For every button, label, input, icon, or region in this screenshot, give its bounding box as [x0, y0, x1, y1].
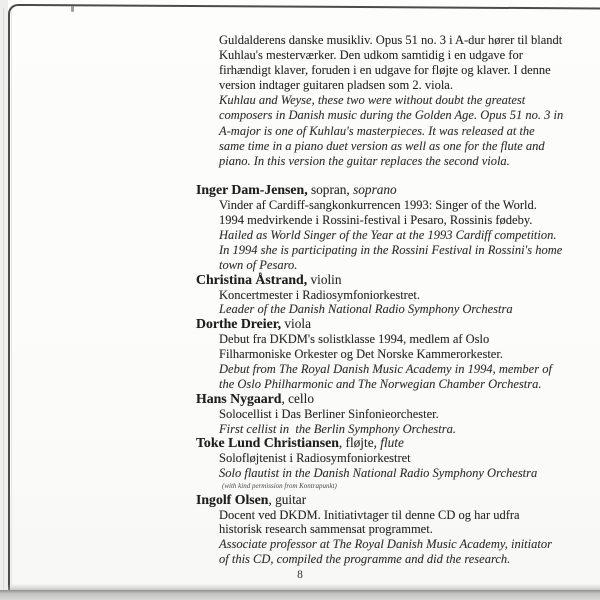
- performer-name: Dorthe Dreier,: [196, 316, 282, 332]
- page-number: 8: [297, 569, 303, 581]
- text-line: Debut from The Royal Danish Music Academy in 1994, member of: [219, 362, 552, 377]
- text-line: historisk research sammensat programmet.: [219, 522, 433, 537]
- performer-section: [196, 183, 596, 272]
- page-edge-faint-line: [3, 8, 4, 592]
- page-inner-shadow-line: [11, 12, 12, 586]
- text-line: Kuhlau's mesterværker. Den udkom samtidig i en udgave for: [219, 48, 523, 63]
- text-line: 1994 medvirkende i Rossini-festival i Pesaro, Rossinis fødeby.: [219, 213, 533, 228]
- text-line: Vinder af Cardiff-sangkonkurrencen 1993: Singer of the World.: [219, 198, 537, 213]
- text-line: composers in Danish music during the Golden Age. Opus 51 no. 3 in: [219, 108, 564, 123]
- text-line: Koncertmester i Radiosymfoniorkestret.: [219, 287, 420, 302]
- text-line: Filharmoniske Orkester og Det Norske Kammerorkester.: [219, 347, 503, 362]
- performer-heading: [196, 493, 596, 508]
- text-line: In 1994 she is participating in the Rossini Festival in Rossini's home: [219, 242, 563, 257]
- text-line: Solo flautist in the Danish National Radio Symphony Orchestra: [219, 466, 538, 481]
- performer-heading: [196, 183, 596, 198]
- performer-role: , guitar: [268, 491, 307, 507]
- scan-artifact-tick: [71, 6, 74, 12]
- performer-heading: [196, 273, 596, 288]
- text-line: Solocellist i Das Berliner Sinfonieorchester.: [219, 406, 439, 421]
- performer-section: [196, 493, 596, 567]
- text-line: Kuhlau and Weyse, these two were without doubt the greatest: [219, 93, 526, 108]
- text-line: Docent ved DKDM. Initiativtager til denne CD og har udfra: [219, 507, 520, 522]
- performer-heading: [196, 392, 596, 407]
- text-line: Solofløjtenist i Radiosymfoniorkestret: [219, 451, 411, 466]
- text-line: same time in a piano duet version as well as one for the flute and: [219, 138, 545, 153]
- text-line: Leader of the Danish National Radio Symphony Orchestra: [219, 302, 513, 317]
- scan-margin-bottom: [0, 590, 600, 600]
- page-content: [196, 33, 596, 567]
- text-line: piano. In this version the guitar replaces the second viola.: [219, 153, 510, 168]
- performer-role-translation: flute: [380, 435, 404, 451]
- performer-name: Inger Dam-Jensen,: [196, 182, 308, 198]
- performer-section: [196, 317, 596, 391]
- scan-margin-left: [0, 0, 8, 600]
- text-line: of this CD, compiled the programme and did the research.: [219, 552, 511, 567]
- text-line: version indtager guitaren pladsen som 2. viola.: [219, 78, 453, 93]
- page-left-edge: [8, 24, 10, 596]
- performers-list: [196, 183, 596, 567]
- text-line: Hailed as World Singer of the Year at the 1993 Cardiff competition.: [219, 228, 557, 243]
- text-line: Associate professor at The Royal Danish Music Academy, initiator: [219, 537, 552, 552]
- performer-section: [196, 273, 596, 318]
- text-line: A-major is one of Kuhlau's masterpieces. It was released at the: [219, 123, 535, 138]
- text-line: Debut fra DKDM's solistklasse 1994, medlem af Oslo: [219, 332, 490, 347]
- page-top-edge: [28, 4, 600, 9]
- text-line: the Oslo Philharmonic and The Norwegian Chamber Orchestra.: [219, 376, 542, 391]
- performer-name: Hans Nygaard: [196, 390, 282, 406]
- performer-name: Toke Lund Christiansen: [196, 435, 339, 451]
- performer-section: [196, 392, 596, 437]
- performer-section: [196, 436, 596, 492]
- performer-name: Christina Åstrand,: [196, 271, 308, 287]
- permission-note: (with kind permission from Kontrapunkt): [222, 482, 337, 491]
- text-line: firhændigt klaver, foruden i en udgave for fløjte og klaver. I denne: [219, 63, 551, 78]
- performer-role: , fløjte,: [338, 435, 381, 451]
- performer-role: violin: [307, 271, 342, 287]
- text-line: town of Pesaro.: [219, 257, 298, 272]
- text-line: Guldalderens danske musikliv. Opus 51 no. 3 i A-dur hører til blandt: [219, 33, 563, 47]
- performer-name: Ingolf Olsen: [196, 491, 269, 507]
- performer-heading: [196, 317, 596, 332]
- performer-role-translation: soprano: [353, 182, 397, 198]
- performer-role: , cello: [281, 390, 314, 406]
- performer-role: sopran,: [307, 182, 354, 198]
- intro-paragraph: [196, 33, 596, 169]
- text-line: First cellist in the Berlin Symphony Orchestra.: [219, 421, 456, 436]
- performer-heading: [196, 436, 596, 451]
- performer-role: viola: [281, 316, 311, 332]
